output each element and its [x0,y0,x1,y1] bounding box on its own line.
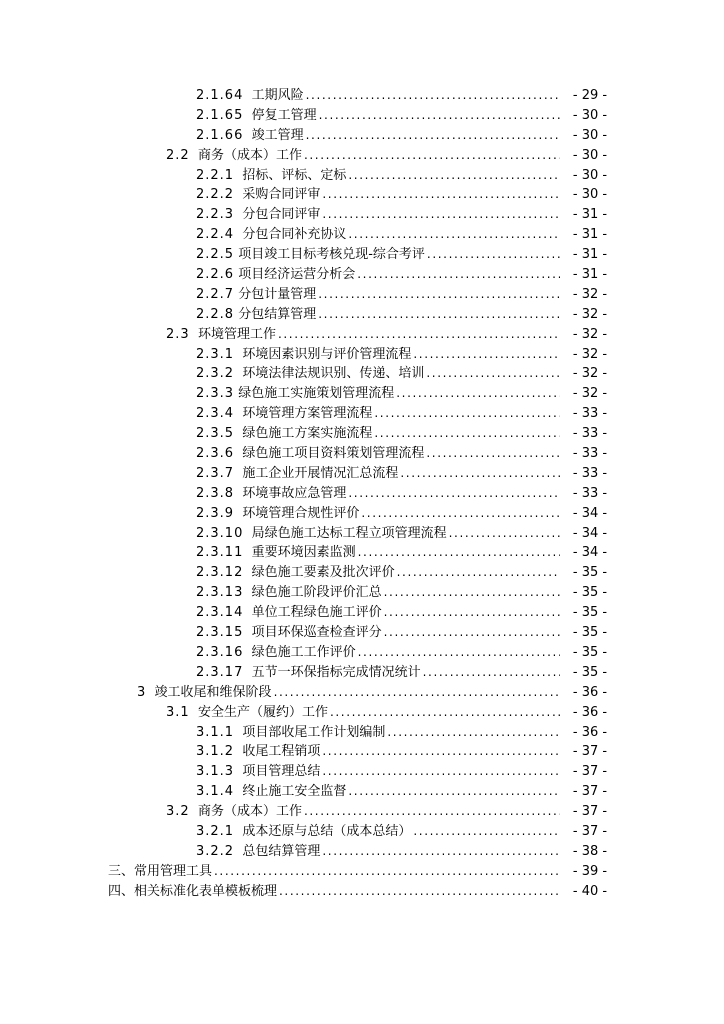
toc-page-number: - 33 - [572,406,608,422]
toc-entry[interactable] [0,205,724,225]
toc-entry-title: 五节一环保指标完成情况统计 [251,664,421,680]
toc-entry-number: 2.3.17 [196,664,244,680]
toc-entry[interactable] [0,126,724,146]
toc-entry-gap [234,345,242,365]
toc-entry-gap [190,802,198,822]
toc-entry-number: 2.2.5 [196,247,235,263]
toc-entry-number: 2.3.15 [196,625,244,641]
toc-page-number: - 35 - [572,565,608,581]
toc-page-number: - 30 - [572,187,608,203]
toc-entry[interactable] [0,603,724,623]
toc-entry-title: 环境事故应急管理 [242,485,347,501]
toc-entry-gap [243,623,251,643]
toc-dot-leader [374,404,560,424]
toc-entry[interactable] [0,225,724,245]
toc-entry-title: 项目经济运营分析会 [238,267,356,283]
toc-page-number: - 37 - [572,804,608,820]
toc-page-number: - 32 - [572,306,608,322]
toc-entry[interactable] [0,106,724,126]
toc-entry[interactable] [0,384,724,404]
toc-page-number: - 37 - [572,744,608,760]
toc-dot-leader [304,146,560,166]
toc-entry-title: 重要环境因素监测 [251,545,356,561]
toc-entry-gap [243,524,251,544]
toc-entry-number: 2.1.66 [196,127,244,143]
toc-entry-title: 环境管理方案管理流程 [242,406,373,422]
toc-page-number: - 35 - [572,585,608,601]
toc-page-number: - 38 - [572,843,608,859]
toc-entry[interactable] [0,524,724,544]
toc-entry-gap [234,723,242,743]
toc-entry-title: 分包合同补充协议 [242,227,347,243]
toc-entry[interactable] [0,245,724,265]
toc-entry-number: 2.3.7 [196,465,235,481]
toc-dot-leader [357,265,560,285]
toc-entry-title: 竣工收尾和维保阶段 [154,684,272,700]
toc-entry-title: 项目环保巡查检查评分 [251,625,382,641]
toc-entry-gap [243,86,251,106]
toc-dot-leader [306,126,560,146]
toc-page-number: - 33 - [572,485,608,501]
toc-dot-leader [358,643,560,663]
toc-entry-title: 商务（成本）工作 [197,804,302,820]
toc-entry-title: 终止施工安全监督 [242,784,347,800]
toc-entry-gap [243,643,251,663]
toc-entry-title: 采购合同评审 [242,187,321,203]
toc-page-number: - 36 - [572,724,608,740]
toc-entry-title: 项目管理总结 [242,764,321,780]
toc-entry[interactable] [0,583,724,603]
toc-entry-number: 2.2.3 [196,207,235,223]
toc-entry[interactable] [0,742,724,762]
toc-entry-number: 2.1.65 [196,107,244,123]
toc-entry-number: 3.2.2 [196,843,235,859]
toc-page-number: - 37 - [572,823,608,839]
toc-dot-leader [278,325,560,345]
toc-page-number: - 35 - [572,644,608,660]
toc-dot-leader [413,822,560,842]
toc-dot-leader [322,205,560,225]
toc-entry[interactable] [0,345,724,365]
toc-entry-title: 环境管理合规性评价 [242,505,360,521]
toc-entry[interactable] [0,663,724,683]
toc-entry-gap [190,146,198,166]
toc-page-number: - 30 - [572,107,608,123]
toc-entry-gap [243,543,251,563]
toc-entry-title: 绿色施工阶段评价汇总 [251,585,382,601]
toc-page-number: - 31 - [572,247,608,263]
toc-entry[interactable] [0,683,724,703]
toc-entry[interactable] [0,703,724,723]
toc-entry-title: 绿色施工实施策划管理流程 [238,386,395,402]
toc-entry-title: 单位工程绿色施工评价 [251,605,382,621]
toc-entry-number: 2.3.16 [196,644,244,660]
toc-page-number: - 30 - [572,127,608,143]
toc-entry-number: 2.3.5 [196,426,235,442]
toc-dot-leader [387,723,560,743]
toc-page-number: - 35 - [572,625,608,641]
toc-entry-number: 2.3 [166,326,190,342]
toc-page-number: - 33 - [572,446,608,462]
toc-entry-number: 2.3.10 [196,525,244,541]
toc-entry-number: 2.2.8 [196,306,235,322]
toc-entry-gap [234,424,242,444]
toc-entry-number: 2.3.3 [196,386,235,402]
toc-entry-number: 2.3.8 [196,485,235,501]
toc-entry-gap [234,742,242,762]
toc-entry-title: 环境管理工作 [197,326,276,342]
toc-entry[interactable] [0,166,724,186]
toc-page-number: - 29 - [572,88,608,103]
toc-entry-gap [234,822,242,842]
toc-entry-gap [234,762,242,782]
toc-dot-leader [358,543,560,563]
toc-entry-gap [234,185,242,205]
toc-dot-leader [397,563,560,583]
toc-page-number: - 34 - [572,525,608,541]
toc-entry[interactable] [0,364,724,384]
toc-entry-number: 2.3.6 [196,446,235,462]
toc-entry-number: 3.1.4 [196,784,235,800]
toc-entry-gap [234,404,242,424]
toc-page-number: - 35 - [572,664,608,680]
toc-entry-number: 3.2 [166,804,190,820]
toc-entry-gap [234,166,242,186]
toc-entry-number: 2.2.7 [196,286,235,302]
toc-entry[interactable] [0,504,724,524]
toc-dot-leader [214,862,560,882]
toc-entry-number: 2.3.1 [196,346,235,362]
toc-dot-leader [318,305,560,325]
toc-dot-leader [348,484,560,504]
toc-entry-number: 3 [137,684,147,700]
toc-entry-number: 3.2.1 [196,823,235,839]
toc-entry[interactable] [0,185,724,205]
toc-entry-gap [234,782,242,802]
toc-entry-gap [234,484,242,504]
toc-entry-title: 总包结算管理 [242,843,321,859]
toc-page-number: - 39 - [572,863,608,879]
toc-entry[interactable] [0,325,724,345]
toc-page-number: - 32 - [572,346,608,362]
toc-entry-title: 分包合同评审 [242,207,321,223]
toc-entry-gap [234,842,242,862]
toc-entry[interactable] [0,623,724,643]
toc-entry-number: 2.3.4 [196,406,235,422]
toc-page-number: - 31 - [572,227,608,243]
toc-entry[interactable] [0,643,724,663]
toc-entry-number: 2.2.2 [196,187,235,203]
toc-entry-title: 成本还原与总结（成本总结） [242,823,412,839]
toc-page-number: - 32 - [572,366,608,382]
toc-dot-leader [318,285,560,305]
toc-entry-number: 3.1.2 [196,744,235,760]
toc-entry-title: 环境法律法规识别、传递、培训 [242,366,425,382]
toc-dot-leader [279,882,560,902]
toc-page-number: - 34 - [572,545,608,561]
toc-page-number: - 33 - [572,426,608,442]
toc-entry-title: 工期风险 [251,88,304,103]
toc-dot-leader [330,703,560,723]
toc-page-number: - 30 - [572,147,608,163]
toc-entry-gap [190,325,198,345]
toc-entry-number: 3.1.3 [196,764,235,780]
toc-entry-gap [243,563,251,583]
toc-entry-title: 施工企业开展情况汇总流程 [242,465,399,481]
toc-page-number: - 31 - [572,267,608,283]
toc-entry-title: 绿色施工要素及批次评价 [251,565,395,581]
toc-dot-leader [413,345,560,365]
toc-entry-gap [243,106,251,126]
toc-dot-leader [384,583,560,603]
toc-entry[interactable] [0,762,724,782]
toc-entry-number: 3.1.1 [196,724,235,740]
toc-dot-leader [322,742,560,762]
toc-entry-number: 2.1.64 [196,88,244,103]
toc-dot-leader [322,185,560,205]
toc-dot-leader [426,364,560,384]
toc-entry-title: 环境因素识别与评价管理流程 [242,346,412,362]
toc-entry[interactable] [0,86,724,106]
toc-entry-gap [234,364,242,384]
toc-entry-title: 招标、评标、定标 [242,167,347,183]
toc-entry[interactable] [0,802,724,822]
toc-dot-leader [449,524,560,544]
toc-entry-number: 2.3.11 [196,545,244,561]
toc-entry[interactable] [0,882,724,902]
toc-dot-leader [423,663,560,683]
toc-page-number: - 36 - [572,684,608,700]
toc-entry-title: 收尾工程销项 [242,744,321,760]
toc-dot-leader [384,603,560,623]
toc-entry-title: 绿色施工工作评价 [251,644,356,660]
toc-entry[interactable] [0,842,724,862]
toc-entry[interactable] [0,464,724,484]
toc-entry-title: 四、相关标准化表单模板梳理 [108,883,278,899]
toc-page-number: - 32 - [572,326,608,342]
toc-dot-leader [384,623,560,643]
toc-entry-title: 分包计量管理 [238,286,317,302]
toc-entry-number: 2.3.13 [196,585,244,601]
toc-page-number: - 40 - [572,883,608,899]
toc-page-number: - 36 - [572,704,608,720]
toc-entry[interactable] [0,484,724,504]
toc-entry-gap [243,663,251,683]
toc-page-number: - 30 - [572,167,608,183]
toc-page-number: - 31 - [572,207,608,223]
toc-dot-leader [274,683,560,703]
toc-entry[interactable] [0,822,724,842]
toc-entry-number: 2.3.14 [196,605,244,621]
toc-entry[interactable] [0,285,724,305]
toc-dot-leader [319,106,560,126]
toc-entry-title: 停复工管理 [251,107,317,123]
toc-dot-leader [348,225,560,245]
toc-entry-title: 安全生产（履约）工作 [197,704,328,720]
toc-dot-leader [304,802,560,822]
toc-entry-gap [234,205,242,225]
toc-entry-number: 2.2 [166,147,190,163]
toc-page-number: - 33 - [572,465,608,481]
toc-dot-leader [322,842,560,862]
toc-entry[interactable] [0,782,724,802]
toc-page-number: - 37 - [572,764,608,780]
table-of-contents [0,86,724,902]
toc-dot-leader [374,424,560,444]
toc-entry[interactable] [0,305,724,325]
toc-entry[interactable] [0,265,724,285]
toc-dot-leader [361,504,560,524]
toc-page-number: - 37 - [572,784,608,800]
toc-entry-gap [243,603,251,623]
toc-entry-number: 2.2.4 [196,227,235,243]
toc-entry-title: 绿色施工项目资料策划管理流程 [242,446,425,462]
toc-entry-gap [234,504,242,524]
toc-dot-leader [348,782,560,802]
toc-entry[interactable] [0,543,724,563]
toc-entry-number: 2.3.12 [196,565,244,581]
toc-entry-number: 2.3.2 [196,366,235,382]
toc-entry-gap [243,126,251,146]
toc-dot-leader [400,464,560,484]
toc-entry[interactable] [0,424,724,444]
toc-page-number: - 34 - [572,505,608,521]
toc-entry[interactable] [0,146,724,166]
toc-entry-gap [146,683,154,703]
toc-entry-number: 2.2.6 [196,267,235,283]
toc-dot-leader [396,384,560,404]
toc-entry[interactable] [0,444,724,464]
toc-entry-gap [243,583,251,603]
toc-page-number: - 32 - [572,386,608,402]
toc-entry-gap [234,225,242,245]
toc-entry-title: 商务（成本）工作 [197,147,302,163]
toc-entry-title: 分包结算管理 [238,306,317,322]
toc-dot-leader [426,444,560,464]
toc-dot-leader [322,762,560,782]
toc-entry[interactable] [0,723,724,743]
toc-dot-leader [306,86,560,106]
toc-entry[interactable] [0,404,724,424]
toc-entry-number: 2.2.1 [196,167,235,183]
toc-entry-gap [234,444,242,464]
toc-dot-leader [348,166,560,186]
toc-entry-title: 绿色施工方案实施流程 [242,426,373,442]
toc-entry[interactable] [0,862,724,882]
toc-dot-leader [427,245,560,265]
toc-page-number: - 35 - [572,605,608,621]
toc-page-number: - 32 - [572,286,608,302]
toc-entry-title: 三、常用管理工具 [108,863,213,879]
toc-entry[interactable] [0,563,724,583]
toc-entry-gap [190,703,198,723]
toc-entry-title: 项目竣工目标考核兑现-综合考评 [238,247,425,263]
toc-entry-gap [234,464,242,484]
toc-entry-number: 2.3.9 [196,505,235,521]
toc-entry-number: 3.1 [166,704,190,720]
toc-entry-title: 竣工管理 [251,127,304,143]
toc-entry-title: 项目部收尾工作计划编制 [242,724,386,740]
toc-entry-title: 局绿色施工达标工程立项管理流程 [251,525,447,541]
